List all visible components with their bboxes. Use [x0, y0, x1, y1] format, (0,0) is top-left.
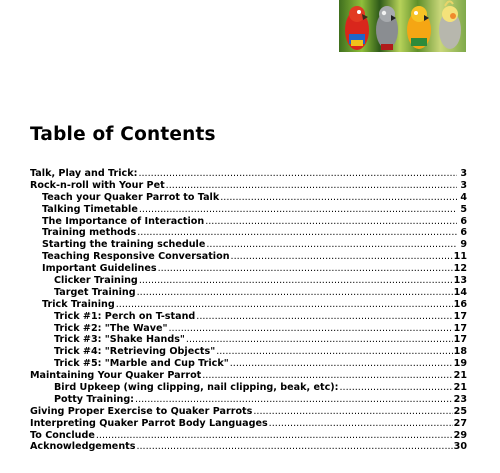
- toc-entry-label[interactable]: Giving Proper Exercise to Quaker Parrots: [30, 405, 253, 417]
- dot-leader: [158, 263, 453, 275]
- toc-entry-page-number[interactable]: 4: [460, 191, 467, 203]
- toc-entry-page-number[interactable]: 25: [453, 405, 467, 417]
- toc-entry-page-number[interactable]: 17: [453, 334, 467, 346]
- toc-entry[interactable]: [30, 216, 467, 228]
- toc-entry-page-number[interactable]: 16: [453, 298, 467, 310]
- toc-entry-label[interactable]: Trick #4: "Retrieving Objects": [54, 346, 216, 358]
- toc-entry-label[interactable]: Trick #2: "The Wave": [54, 322, 168, 334]
- toc-entry-label[interactable]: Maintaining Your Quaker Parrot: [30, 370, 202, 382]
- toc-entry[interactable]: [30, 168, 467, 180]
- toc-entry[interactable]: [30, 192, 467, 204]
- page-title: Table of Contents: [30, 124, 216, 145]
- dot-leader: [135, 394, 453, 406]
- toc-entry-label[interactable]: Bird Upkeep (wing clipping, nail clipping, beak, etc):: [54, 382, 339, 394]
- dot-leader: [186, 334, 453, 346]
- toc-entry-page-number[interactable]: 21: [453, 370, 467, 382]
- toc-entry-page-number[interactable]: 6: [460, 215, 467, 227]
- toc-entry[interactable]: [30, 204, 467, 216]
- dot-leader: [220, 192, 457, 204]
- toc-entry-page-number[interactable]: 3: [460, 179, 467, 191]
- toc-entry-label[interactable]: The Importance of Interaction: [42, 215, 205, 227]
- dot-leader: [202, 370, 452, 382]
- toc-entry-page-number[interactable]: 21: [453, 382, 467, 394]
- dot-leader: [139, 275, 453, 287]
- parrots-banner-image: [339, 0, 466, 52]
- toc-entry-label[interactable]: Rock-n-roll with Your Pet: [30, 179, 165, 191]
- dot-leader: [169, 323, 453, 335]
- toc-entry[interactable]: [30, 334, 467, 346]
- toc-entry-page-number[interactable]: 18: [453, 346, 467, 358]
- toc-entry-label[interactable]: Talk, Play and Trick:: [30, 168, 138, 179]
- dot-leader: [206, 239, 457, 251]
- toc-entry-page-number[interactable]: 12: [453, 263, 467, 275]
- toc-entry-page-number[interactable]: 30: [453, 441, 467, 453]
- toc-entry-page-number[interactable]: 23: [453, 393, 467, 405]
- dot-leader: [137, 227, 457, 239]
- toc-entry-label[interactable]: Trick #5: "Marble and Cup Trick": [54, 358, 229, 370]
- toc-entry[interactable]: [30, 370, 467, 382]
- dot-leader: [137, 287, 453, 299]
- toc-entry-label[interactable]: Acknowledgements: [30, 441, 136, 453]
- toc-entry-page-number[interactable]: 27: [453, 417, 467, 429]
- toc-entry[interactable]: [30, 441, 467, 453]
- dot-leader: [116, 299, 453, 311]
- parrots-photo-icon: [339, 0, 466, 52]
- toc-entry-label[interactable]: Potty Training:: [54, 393, 135, 405]
- toc-entry[interactable]: [30, 311, 467, 323]
- toc-entry[interactable]: [30, 299, 467, 311]
- toc-entry-page-number[interactable]: 14: [453, 286, 467, 298]
- toc-entry[interactable]: [30, 287, 467, 299]
- toc-entry-page-number[interactable]: 6: [460, 227, 467, 239]
- toc-entry[interactable]: [30, 251, 467, 263]
- toc-entry-label[interactable]: Important Guidelines: [42, 263, 157, 275]
- toc-entry-label[interactable]: Trick Training: [42, 298, 115, 310]
- toc-entry-page-number[interactable]: 3: [460, 168, 467, 179]
- dot-leader: [253, 406, 452, 418]
- dot-leader: [216, 346, 452, 358]
- toc-entry[interactable]: [30, 430, 467, 442]
- toc-entry-label[interactable]: Target Training: [54, 286, 136, 298]
- toc-entry-page-number[interactable]: 13: [453, 275, 467, 287]
- toc-entry-label[interactable]: Training methods: [42, 227, 137, 239]
- dot-leader: [205, 216, 457, 228]
- toc-entry[interactable]: [30, 418, 467, 430]
- toc-entry[interactable]: [30, 406, 467, 418]
- toc-entry-page-number[interactable]: 19: [453, 358, 467, 370]
- toc-entry[interactable]: [30, 394, 467, 406]
- toc-entry[interactable]: [30, 239, 467, 251]
- toc-entry-label[interactable]: To Conclude: [30, 429, 95, 441]
- table-of-contents: [30, 168, 467, 453]
- toc-entry[interactable]: [30, 323, 467, 335]
- toc-entry-label[interactable]: Teaching Responsive Conversation: [42, 251, 230, 263]
- dot-leader: [230, 358, 453, 370]
- toc-entry-label[interactable]: Teach your Quaker Parrot to Talk: [42, 191, 220, 203]
- toc-entry[interactable]: [30, 358, 467, 370]
- dot-leader: [138, 168, 457, 180]
- toc-entry-page-number[interactable]: 11: [453, 251, 467, 263]
- toc-entry-page-number[interactable]: 5: [460, 203, 467, 215]
- dot-leader: [136, 441, 452, 453]
- toc-entry[interactable]: [30, 227, 467, 239]
- dot-leader: [196, 311, 452, 323]
- toc-entry-label[interactable]: Trick #3: "Shake Hands": [54, 334, 185, 346]
- toc-entry[interactable]: [30, 346, 467, 358]
- toc-entry-label[interactable]: Starting the training schedule: [42, 239, 206, 251]
- toc-entry-page-number[interactable]: 9: [460, 239, 467, 251]
- dot-leader: [340, 382, 453, 394]
- toc-entry-label[interactable]: Talking Timetable: [42, 203, 138, 215]
- toc-entry-label[interactable]: Trick #1: Perch on T-stand: [54, 310, 196, 322]
- toc-entry[interactable]: [30, 275, 467, 287]
- dot-leader: [269, 418, 453, 430]
- dot-leader: [139, 204, 457, 216]
- toc-entry[interactable]: [30, 263, 467, 275]
- toc-entry-label[interactable]: Interpreting Quaker Parrot Body Languages: [30, 417, 268, 429]
- toc-entry-page-number[interactable]: 17: [453, 322, 467, 334]
- dot-leader: [96, 430, 453, 442]
- dot-leader: [231, 251, 453, 263]
- toc-entry[interactable]: [30, 180, 467, 192]
- toc-entry-page-number[interactable]: 29: [453, 429, 467, 441]
- toc-entry-label[interactable]: Clicker Training: [54, 275, 138, 287]
- dot-leader: [166, 180, 457, 192]
- toc-entry[interactable]: [30, 382, 467, 394]
- toc-entry-page-number[interactable]: 17: [453, 310, 467, 322]
